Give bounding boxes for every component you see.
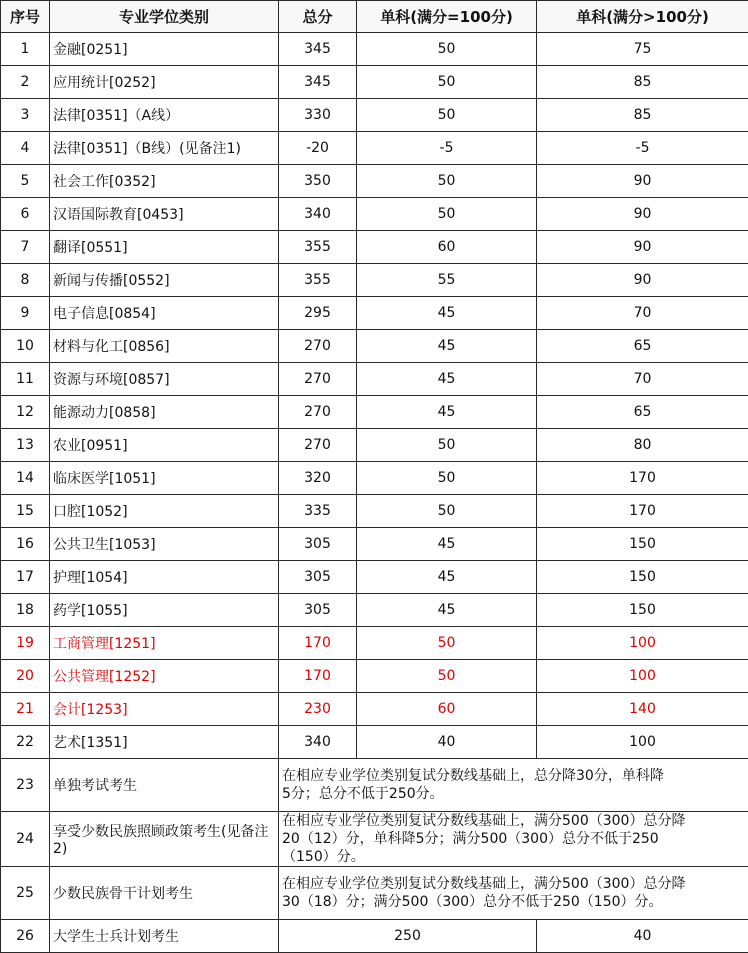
single-subject-over-100: 100 bbox=[537, 726, 748, 759]
single-subject-over-100: 70 bbox=[537, 363, 748, 396]
policy-note bbox=[279, 812, 748, 867]
total-score: 230 bbox=[279, 693, 357, 726]
table-row bbox=[1, 528, 748, 561]
row-number: 22 bbox=[1, 726, 50, 759]
total-score: 270 bbox=[279, 429, 357, 462]
row-number: 3 bbox=[1, 99, 50, 132]
single-subject-over-100: 150 bbox=[537, 561, 748, 594]
single-subject-over-100: 65 bbox=[537, 330, 748, 363]
single-subject-100: 40 bbox=[537, 920, 748, 953]
total-score: 270 bbox=[279, 363, 357, 396]
total-score: 355 bbox=[279, 264, 357, 297]
table-row bbox=[1, 363, 748, 396]
table-row bbox=[1, 264, 748, 297]
total-score: 345 bbox=[279, 33, 357, 66]
single-subject-100: 50 bbox=[357, 462, 537, 495]
single-subject-100: 50 bbox=[357, 429, 537, 462]
single-subject-over-100: 100 bbox=[537, 660, 748, 693]
degree-category: 公共管理[1252] bbox=[50, 660, 279, 693]
table-row bbox=[1, 920, 748, 953]
policy-note-line: 30（18）分；满分500（300）总分不低于250（150）分。 bbox=[282, 893, 745, 911]
single-subject-over-100: 80 bbox=[537, 429, 748, 462]
table-row bbox=[1, 627, 748, 660]
row-number: 17 bbox=[1, 561, 50, 594]
row-number: 24 bbox=[1, 812, 50, 867]
single-subject-100: 55 bbox=[357, 264, 537, 297]
table-row bbox=[1, 759, 748, 812]
table-row bbox=[1, 132, 748, 165]
single-subject-100: 50 bbox=[357, 99, 537, 132]
row-number: 26 bbox=[1, 920, 50, 953]
degree-category: 护理[1054] bbox=[50, 561, 279, 594]
table-row bbox=[1, 231, 748, 264]
header-cell: 序号 bbox=[1, 1, 50, 33]
row-number: 14 bbox=[1, 462, 50, 495]
row-number: 5 bbox=[1, 165, 50, 198]
single-subject-100: 50 bbox=[357, 198, 537, 231]
table-row bbox=[1, 462, 748, 495]
row-number: 25 bbox=[1, 867, 50, 920]
degree-category: 口腔[1052] bbox=[50, 495, 279, 528]
row-number: 21 bbox=[1, 693, 50, 726]
total-score: 340 bbox=[279, 726, 357, 759]
single-subject-over-100: 90 bbox=[537, 231, 748, 264]
row-number: 16 bbox=[1, 528, 50, 561]
row-number: 18 bbox=[1, 594, 50, 627]
row-number: 11 bbox=[1, 363, 50, 396]
table-row bbox=[1, 330, 748, 363]
total-score: 305 bbox=[279, 594, 357, 627]
single-subject-100: 50 bbox=[357, 165, 537, 198]
table-row bbox=[1, 33, 748, 66]
single-subject-100: 60 bbox=[357, 693, 537, 726]
single-subject-100: 50 bbox=[357, 66, 537, 99]
row-number: 23 bbox=[1, 759, 50, 812]
single-subject-over-100: 85 bbox=[537, 99, 748, 132]
single-subject-over-100: 85 bbox=[537, 66, 748, 99]
degree-category: 翻译[0551] bbox=[50, 231, 279, 264]
header-row bbox=[1, 1, 748, 33]
degree-category: 少数民族骨干计划考生 bbox=[50, 867, 279, 920]
total-score: 170 bbox=[279, 660, 357, 693]
single-subject-100: 45 bbox=[357, 528, 537, 561]
degree-category: 材料与化工[0856] bbox=[50, 330, 279, 363]
policy-note-line: 在相应专业学位类别复试分数线基础上，总分降30分，单科降 bbox=[282, 767, 745, 785]
table-row bbox=[1, 726, 748, 759]
degree-category: 法律[0351]（A线） bbox=[50, 99, 279, 132]
table-row bbox=[1, 99, 748, 132]
single-subject-over-100: 75 bbox=[537, 33, 748, 66]
single-subject-100: 40 bbox=[357, 726, 537, 759]
degree-category: 艺术[1351] bbox=[50, 726, 279, 759]
degree-category: 会计[1253] bbox=[50, 693, 279, 726]
single-subject-100: 50 bbox=[357, 495, 537, 528]
row-number: 20 bbox=[1, 660, 50, 693]
total-score: 330 bbox=[279, 99, 357, 132]
total-score: 250 bbox=[279, 920, 537, 953]
table-row bbox=[1, 165, 748, 198]
single-subject-over-100: 140 bbox=[537, 693, 748, 726]
row-number: 4 bbox=[1, 132, 50, 165]
table-row bbox=[1, 198, 748, 231]
policy-note-line: （150）分。 bbox=[282, 848, 745, 866]
single-subject-over-100: 90 bbox=[537, 165, 748, 198]
header-cell: 专业学位类别 bbox=[50, 1, 279, 33]
row-number: 2 bbox=[1, 66, 50, 99]
single-subject-over-100: 150 bbox=[537, 594, 748, 627]
single-subject-over-100: 170 bbox=[537, 462, 748, 495]
table-row bbox=[1, 867, 748, 920]
single-subject-100: 50 bbox=[357, 627, 537, 660]
degree-category: 单独考试考生 bbox=[50, 759, 279, 812]
row-number: 12 bbox=[1, 396, 50, 429]
row-number: 19 bbox=[1, 627, 50, 660]
table-row bbox=[1, 594, 748, 627]
single-subject-100: 60 bbox=[357, 231, 537, 264]
degree-category: 新闻与传播[0552] bbox=[50, 264, 279, 297]
degree-category: 法律[0351]（B线）(见备注1) bbox=[50, 132, 279, 165]
total-score: 345 bbox=[279, 66, 357, 99]
table-row bbox=[1, 812, 748, 867]
row-number: 1 bbox=[1, 33, 50, 66]
total-score: 350 bbox=[279, 165, 357, 198]
single-subject-over-100: 170 bbox=[537, 495, 748, 528]
table-row bbox=[1, 396, 748, 429]
header-cell: 单科(满分=100分) bbox=[357, 1, 537, 33]
table-row bbox=[1, 693, 748, 726]
table-row bbox=[1, 561, 748, 594]
single-subject-over-100: 150 bbox=[537, 528, 748, 561]
single-subject-100: 45 bbox=[357, 297, 537, 330]
row-number: 15 bbox=[1, 495, 50, 528]
row-number: 6 bbox=[1, 198, 50, 231]
single-subject-100: 50 bbox=[357, 660, 537, 693]
total-score: -20 bbox=[279, 132, 357, 165]
degree-category: 汉语国际教育[0453] bbox=[50, 198, 279, 231]
table-row bbox=[1, 429, 748, 462]
row-number: 10 bbox=[1, 330, 50, 363]
degree-category: 公共卫生[1053] bbox=[50, 528, 279, 561]
degree-category: 金融[0251] bbox=[50, 33, 279, 66]
policy-note-line: 在相应专业学位类别复试分数线基础上，满分500（300）总分降 bbox=[282, 812, 745, 830]
header-cell: 单科(满分>100分) bbox=[537, 1, 748, 33]
row-number: 9 bbox=[1, 297, 50, 330]
total-score: 170 bbox=[279, 627, 357, 660]
single-subject-over-100: 90 bbox=[537, 264, 748, 297]
total-score: 305 bbox=[279, 561, 357, 594]
total-score: 340 bbox=[279, 198, 357, 231]
degree-category: 大学生士兵计划考生 bbox=[50, 920, 279, 953]
table-row bbox=[1, 660, 748, 693]
total-score: 270 bbox=[279, 330, 357, 363]
degree-category: 应用统计[0252] bbox=[50, 66, 279, 99]
total-score: 305 bbox=[279, 528, 357, 561]
degree-category: 社会工作[0352] bbox=[50, 165, 279, 198]
policy-note bbox=[279, 867, 748, 920]
total-score: 295 bbox=[279, 297, 357, 330]
single-subject-100: 45 bbox=[357, 396, 537, 429]
single-subject-100: 50 bbox=[357, 33, 537, 66]
row-number: 8 bbox=[1, 264, 50, 297]
row-number: 7 bbox=[1, 231, 50, 264]
degree-category: 药学[1055] bbox=[50, 594, 279, 627]
total-score: 320 bbox=[279, 462, 357, 495]
row-number: 13 bbox=[1, 429, 50, 462]
single-subject-100: 45 bbox=[357, 363, 537, 396]
single-subject-over-100: 65 bbox=[537, 396, 748, 429]
single-subject-100: 45 bbox=[357, 594, 537, 627]
single-subject-100: -5 bbox=[357, 132, 537, 165]
table-row bbox=[1, 297, 748, 330]
policy-note-line: 5分；总分不低于250分。 bbox=[282, 785, 745, 803]
degree-category: 享受少数民族照顾政策考生(见备注2) bbox=[50, 812, 279, 867]
total-score: 335 bbox=[279, 495, 357, 528]
header-cell: 总分 bbox=[279, 1, 357, 33]
single-subject-100: 45 bbox=[357, 561, 537, 594]
degree-category: 农业[0951] bbox=[50, 429, 279, 462]
single-subject-over-100: -5 bbox=[537, 132, 748, 165]
degree-category: 资源与环境[0857] bbox=[50, 363, 279, 396]
policy-note bbox=[279, 759, 748, 812]
table-row bbox=[1, 495, 748, 528]
degree-category: 能源动力[0858] bbox=[50, 396, 279, 429]
table-row bbox=[1, 66, 748, 99]
policy-note-line: 20（12）分，单科降5分；满分500（300）总分不低于250 bbox=[282, 830, 745, 848]
degree-category: 临床医学[1051] bbox=[50, 462, 279, 495]
single-subject-over-100: 100 bbox=[537, 627, 748, 660]
single-subject-100: 45 bbox=[357, 330, 537, 363]
single-subject-over-100: 90 bbox=[537, 198, 748, 231]
total-score: 355 bbox=[279, 231, 357, 264]
table-body bbox=[1, 33, 748, 953]
policy-note-line: 在相应专业学位类别复试分数线基础上，满分500（300）总分降 bbox=[282, 875, 745, 893]
degree-category: 电子信息[0854] bbox=[50, 297, 279, 330]
degree-category: 工商管理[1251] bbox=[50, 627, 279, 660]
total-score: 270 bbox=[279, 396, 357, 429]
single-subject-over-100: 70 bbox=[537, 297, 748, 330]
